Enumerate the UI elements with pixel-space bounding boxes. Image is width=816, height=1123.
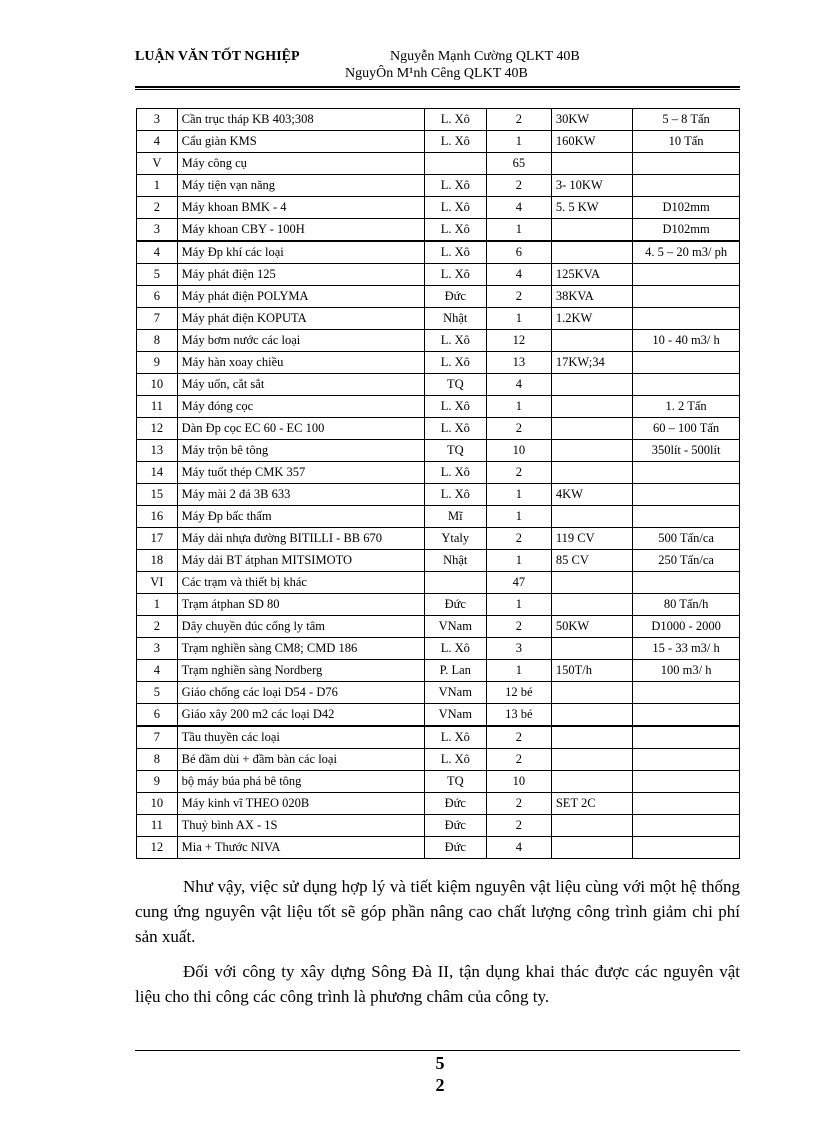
paragraph-2: Đối với công ty xây dựng Sông Đà II, tận dụng khai thác được các nguyên vật liệu cho thi công các công trình là phương châm của công ty.	[135, 962, 740, 1006]
cell-power	[551, 771, 632, 793]
cell-row-number: 4	[137, 131, 178, 153]
table-row	[137, 616, 740, 638]
cell-equipment-name: Máy dải nhựa đường BITILLI - BB 670	[177, 528, 424, 550]
cell-quantity: 1	[486, 594, 551, 616]
cell-quantity: 1	[486, 308, 551, 330]
cell-row-number: 3	[137, 109, 178, 131]
cell-equipment-name: Máy kinh vĩ THEO 020B	[177, 793, 424, 815]
cell-capacity	[633, 153, 740, 175]
cell-row-number: 4	[137, 660, 178, 682]
cell-equipment-name: Máy tuốt thép CMK 357	[177, 462, 424, 484]
table-row	[137, 396, 740, 418]
cell-power	[551, 462, 632, 484]
cell-quantity: 13 bé	[486, 704, 551, 727]
cell-quantity: 1	[486, 219, 551, 242]
table-row	[137, 572, 740, 594]
cell-origin: Đức	[424, 286, 486, 308]
cell-quantity: 1	[486, 506, 551, 528]
cell-equipment-name: Máy phát điện KOPUTA	[177, 308, 424, 330]
cell-power	[551, 506, 632, 528]
cell-row-number: 2	[137, 197, 178, 219]
cell-quantity: 65	[486, 153, 551, 175]
cell-power: 125KVA	[551, 264, 632, 286]
table-row	[137, 506, 740, 528]
cell-row-number: 1	[137, 594, 178, 616]
cell-capacity: 10 Tấn	[633, 131, 740, 153]
cell-quantity: 6	[486, 241, 551, 264]
footer-rule	[135, 1050, 740, 1051]
header-rule	[135, 86, 740, 88]
cell-quantity: 2	[486, 528, 551, 550]
cell-origin	[424, 153, 486, 175]
cell-row-number: 14	[137, 462, 178, 484]
cell-row-number: 10	[137, 793, 178, 815]
cell-row-number: 2	[137, 616, 178, 638]
cell-origin: TQ	[424, 440, 486, 462]
cell-power	[551, 241, 632, 264]
cell-power	[551, 440, 632, 462]
cell-power: 50KW	[551, 616, 632, 638]
cell-row-number: 10	[137, 374, 178, 396]
cell-equipment-name: Giáo chống các loại D54 - D76	[177, 682, 424, 704]
header-author: Nguyễn Mạnh Cường QLKT 40B	[390, 49, 580, 64]
cell-capacity	[633, 726, 740, 749]
table-row	[137, 550, 740, 572]
cell-row-number: V	[137, 153, 178, 175]
cell-quantity: 10	[486, 440, 551, 462]
cell-power	[551, 153, 632, 175]
cell-row-number: 5	[137, 682, 178, 704]
cell-capacity: 100 m3/ h	[633, 660, 740, 682]
table-row	[137, 726, 740, 749]
cell-origin: L. Xô	[424, 418, 486, 440]
cell-origin: Đức	[424, 793, 486, 815]
cell-capacity	[633, 682, 740, 704]
cell-quantity: 12	[486, 330, 551, 352]
cell-equipment-name: Máy Ðp khí các loại	[177, 241, 424, 264]
cell-row-number: 5	[137, 264, 178, 286]
cell-row-number: 16	[137, 506, 178, 528]
table-row	[137, 528, 740, 550]
cell-capacity	[633, 837, 740, 859]
cell-row-number: 8	[137, 749, 178, 771]
cell-row-number: 6	[137, 286, 178, 308]
cell-capacity	[633, 704, 740, 727]
cell-origin: L. Xô	[424, 638, 486, 660]
cell-origin: VNam	[424, 616, 486, 638]
cell-capacity	[633, 506, 740, 528]
cell-quantity: 2	[486, 616, 551, 638]
cell-quantity: 10	[486, 771, 551, 793]
cell-capacity	[633, 749, 740, 771]
cell-capacity	[633, 264, 740, 286]
cell-row-number: 18	[137, 550, 178, 572]
cell-power	[551, 572, 632, 594]
cell-row-number: 4	[137, 241, 178, 264]
cell-power	[551, 682, 632, 704]
cell-origin: L. Xô	[424, 484, 486, 506]
cell-capacity	[633, 572, 740, 594]
cell-origin: TQ	[424, 374, 486, 396]
page-number-1: 5	[435, 1053, 445, 1073]
cell-quantity: 2	[486, 175, 551, 197]
cell-quantity: 1	[486, 550, 551, 572]
cell-capacity: 4. 5 – 20 m3/ ph	[633, 241, 740, 264]
cell-equipment-name: Trạm nghiền sàng Nordberg	[177, 660, 424, 682]
cell-equipment-name: Máy hàn xoay chiều	[177, 352, 424, 374]
table-row	[137, 153, 740, 175]
cell-power	[551, 374, 632, 396]
cell-quantity: 1	[486, 484, 551, 506]
cell-capacity	[633, 793, 740, 815]
table-row	[137, 815, 740, 837]
cell-power	[551, 638, 632, 660]
cell-capacity: 60 – 100 Tấn	[633, 418, 740, 440]
equipment-table	[136, 108, 740, 859]
cell-origin: L. Xô	[424, 264, 486, 286]
cell-quantity: 13	[486, 352, 551, 374]
cell-origin: Nhật	[424, 550, 486, 572]
cell-capacity	[633, 286, 740, 308]
table-row	[137, 484, 740, 506]
cell-origin: Đức	[424, 594, 486, 616]
cell-origin: L. Xô	[424, 197, 486, 219]
cell-origin: VNam	[424, 682, 486, 704]
table-row	[137, 660, 740, 682]
cell-row-number: 8	[137, 330, 178, 352]
table-row	[137, 638, 740, 660]
cell-quantity: 1	[486, 131, 551, 153]
cell-equipment-name: Máy phát điện POLYMA	[177, 286, 424, 308]
cell-origin: L. Xô	[424, 726, 486, 749]
cell-row-number: 3	[137, 638, 178, 660]
cell-quantity: 1	[486, 660, 551, 682]
table-row	[137, 175, 740, 197]
cell-equipment-name: Trạm nghiền sàng CM8; CMD 186	[177, 638, 424, 660]
header-rule-thin	[135, 89, 740, 90]
cell-row-number: 9	[137, 352, 178, 374]
cell-equipment-name: Tầu thuyền các loại	[177, 726, 424, 749]
cell-quantity: 3	[486, 638, 551, 660]
cell-origin: P. Lan	[424, 660, 486, 682]
cell-equipment-name: Máy mài 2 đá 3B 633	[177, 484, 424, 506]
cell-quantity: 2	[486, 418, 551, 440]
cell-power: 30KW	[551, 109, 632, 131]
paragraph-1: Như vậy, việc sử dụng hợp lý và tiết kiệm nguyên vật liệu cùng với một hệ thống cung ứng nguyên vật liệu tốt sẽ góp phần nâng cao chất lượng công trình giảm chi phí sản xuất.	[135, 877, 740, 946]
cell-equipment-name: Máy tiện vạn năng	[177, 175, 424, 197]
cell-power: 119 CV	[551, 528, 632, 550]
cell-equipment-name: Máy phát điện 125	[177, 264, 424, 286]
table-row	[137, 704, 740, 727]
cell-power	[551, 726, 632, 749]
table-row	[137, 109, 740, 131]
header-author-garbled: NguyÔn M¹nh Cêng QLKT 40B	[345, 66, 528, 81]
cell-capacity	[633, 462, 740, 484]
cell-capacity: 250 Tấn/ca	[633, 550, 740, 572]
cell-capacity: 80 Tấn/h	[633, 594, 740, 616]
cell-quantity: 2	[486, 815, 551, 837]
cell-quantity: 2	[486, 286, 551, 308]
table-row	[137, 682, 740, 704]
cell-power	[551, 330, 632, 352]
cell-equipment-name: Máy đóng cọc	[177, 396, 424, 418]
cell-origin: L. Xô	[424, 131, 486, 153]
cell-row-number: 6	[137, 704, 178, 727]
cell-power	[551, 837, 632, 859]
cell-origin: L. Xô	[424, 352, 486, 374]
table-row	[137, 462, 740, 484]
cell-origin: Nhật	[424, 308, 486, 330]
cell-quantity: 47	[486, 572, 551, 594]
cell-origin: L. Xô	[424, 396, 486, 418]
cell-capacity: D1000 - 2000	[633, 616, 740, 638]
cell-power	[551, 594, 632, 616]
table-row	[137, 286, 740, 308]
cell-row-number: 13	[137, 440, 178, 462]
cell-power: 1.2KW	[551, 308, 632, 330]
cell-quantity: 2	[486, 462, 551, 484]
cell-power	[551, 396, 632, 418]
cell-capacity	[633, 771, 740, 793]
cell-origin: L. Xô	[424, 219, 486, 242]
cell-equipment-name: Dây chuyền đúc cống ly tâm	[177, 616, 424, 638]
cell-quantity: 12 bé	[486, 682, 551, 704]
cell-origin: L. Xô	[424, 241, 486, 264]
table-row	[137, 219, 740, 242]
cell-row-number: VI	[137, 572, 178, 594]
cell-equipment-name: Cần trục tháp KB 403;308	[177, 109, 424, 131]
cell-power: 17KW;34	[551, 352, 632, 374]
cell-origin: Đức	[424, 815, 486, 837]
cell-row-number: 9	[137, 771, 178, 793]
cell-power	[551, 418, 632, 440]
cell-capacity: 10 - 40 m3/ h	[633, 330, 740, 352]
cell-equipment-name: Thuỷ bình AX - 1S	[177, 815, 424, 837]
cell-equipment-name: Máy Ðp bấc thấm	[177, 506, 424, 528]
table-row	[137, 352, 740, 374]
cell-capacity	[633, 374, 740, 396]
cell-quantity: 2	[486, 793, 551, 815]
cell-power: SET 2C	[551, 793, 632, 815]
cell-origin: TQ	[424, 771, 486, 793]
cell-origin: Mĩ	[424, 506, 486, 528]
cell-origin: L. Xô	[424, 109, 486, 131]
cell-capacity: 5 – 8 Tấn	[633, 109, 740, 131]
cell-origin: Ytaly	[424, 528, 486, 550]
cell-capacity: D102mm	[633, 197, 740, 219]
cell-equipment-name: Dàn Ðp cọc EC 60 - EC 100	[177, 418, 424, 440]
cell-row-number: 11	[137, 396, 178, 418]
cell-power	[551, 219, 632, 242]
page-number-2: 2	[435, 1075, 445, 1095]
cell-row-number: 3	[137, 219, 178, 242]
cell-origin: VNam	[424, 704, 486, 727]
cell-quantity: 4	[486, 197, 551, 219]
cell-quantity: 4	[486, 374, 551, 396]
table-row	[137, 197, 740, 219]
table-row	[137, 793, 740, 815]
cell-capacity: D102mm	[633, 219, 740, 242]
cell-equipment-name: Giáo xây 200 m2 các loại D42	[177, 704, 424, 727]
cell-capacity	[633, 484, 740, 506]
table-row	[137, 308, 740, 330]
cell-capacity	[633, 815, 740, 837]
cell-equipment-name: Máy trộn bê tông	[177, 440, 424, 462]
cell-capacity: 500 Tấn/ca	[633, 528, 740, 550]
cell-origin	[424, 572, 486, 594]
cell-equipment-name: Máy uốn, cắt sắt	[177, 374, 424, 396]
cell-capacity: 350lít - 500lít	[633, 440, 740, 462]
header-title: LUẬN VĂN TỐT NGHIỆP	[135, 49, 300, 64]
cell-equipment-name: Các trạm và thiết bị khác	[177, 572, 424, 594]
cell-power: 160KW	[551, 131, 632, 153]
cell-capacity	[633, 175, 740, 197]
cell-capacity: 1. 2 Tấn	[633, 396, 740, 418]
cell-capacity: 15 - 33 m3/ h	[633, 638, 740, 660]
cell-capacity	[633, 352, 740, 374]
cell-equipment-name: Máy bơm nước các loại	[177, 330, 424, 352]
cell-quantity: 2	[486, 749, 551, 771]
table-row	[137, 837, 740, 859]
table-row	[137, 131, 740, 153]
cell-origin: Đức	[424, 837, 486, 859]
cell-equipment-name: Máy khoan BMK - 4	[177, 197, 424, 219]
table-row	[137, 330, 740, 352]
table-row	[137, 241, 740, 264]
table-row	[137, 749, 740, 771]
cell-origin: L. Xô	[424, 749, 486, 771]
cell-row-number: 7	[137, 308, 178, 330]
table-row	[137, 418, 740, 440]
cell-power: 5. 5 KW	[551, 197, 632, 219]
cell-capacity	[633, 308, 740, 330]
cell-equipment-name: Máy khoan CBY - 100H	[177, 219, 424, 242]
table-row	[137, 374, 740, 396]
cell-power: 4KW	[551, 484, 632, 506]
cell-equipment-name: Máy công cụ	[177, 153, 424, 175]
table-row	[137, 594, 740, 616]
cell-origin: L. Xô	[424, 175, 486, 197]
cell-power	[551, 749, 632, 771]
cell-power	[551, 815, 632, 837]
cell-power: 38KVA	[551, 286, 632, 308]
cell-power: 85 CV	[551, 550, 632, 572]
cell-equipment-name: Bé đầm dùi + đầm bàn các loại	[177, 749, 424, 771]
cell-quantity: 4	[486, 837, 551, 859]
cell-equipment-name: Mia + Thước NIVA	[177, 837, 424, 859]
cell-row-number: 15	[137, 484, 178, 506]
cell-quantity: 2	[486, 726, 551, 749]
cell-quantity: 4	[486, 264, 551, 286]
table-row	[137, 440, 740, 462]
cell-equipment-name: Cẩu giàn KMS	[177, 131, 424, 153]
cell-equipment-name: Máy dải BT átphan MITSIMOTO	[177, 550, 424, 572]
cell-quantity: 2	[486, 109, 551, 131]
cell-row-number: 7	[137, 726, 178, 749]
cell-power	[551, 704, 632, 727]
table-row	[137, 264, 740, 286]
cell-power: 3- 10KW	[551, 175, 632, 197]
cell-row-number: 17	[137, 528, 178, 550]
cell-row-number: 12	[137, 837, 178, 859]
cell-power: 150T/h	[551, 660, 632, 682]
cell-equipment-name: bộ máy búa phá bê tông	[177, 771, 424, 793]
cell-row-number: 12	[137, 418, 178, 440]
cell-row-number: 1	[137, 175, 178, 197]
cell-equipment-name: Trạm átphan SD 80	[177, 594, 424, 616]
cell-origin: L. Xô	[424, 462, 486, 484]
cell-row-number: 11	[137, 815, 178, 837]
cell-origin: L. Xô	[424, 330, 486, 352]
cell-quantity: 1	[486, 396, 551, 418]
table-row	[137, 771, 740, 793]
